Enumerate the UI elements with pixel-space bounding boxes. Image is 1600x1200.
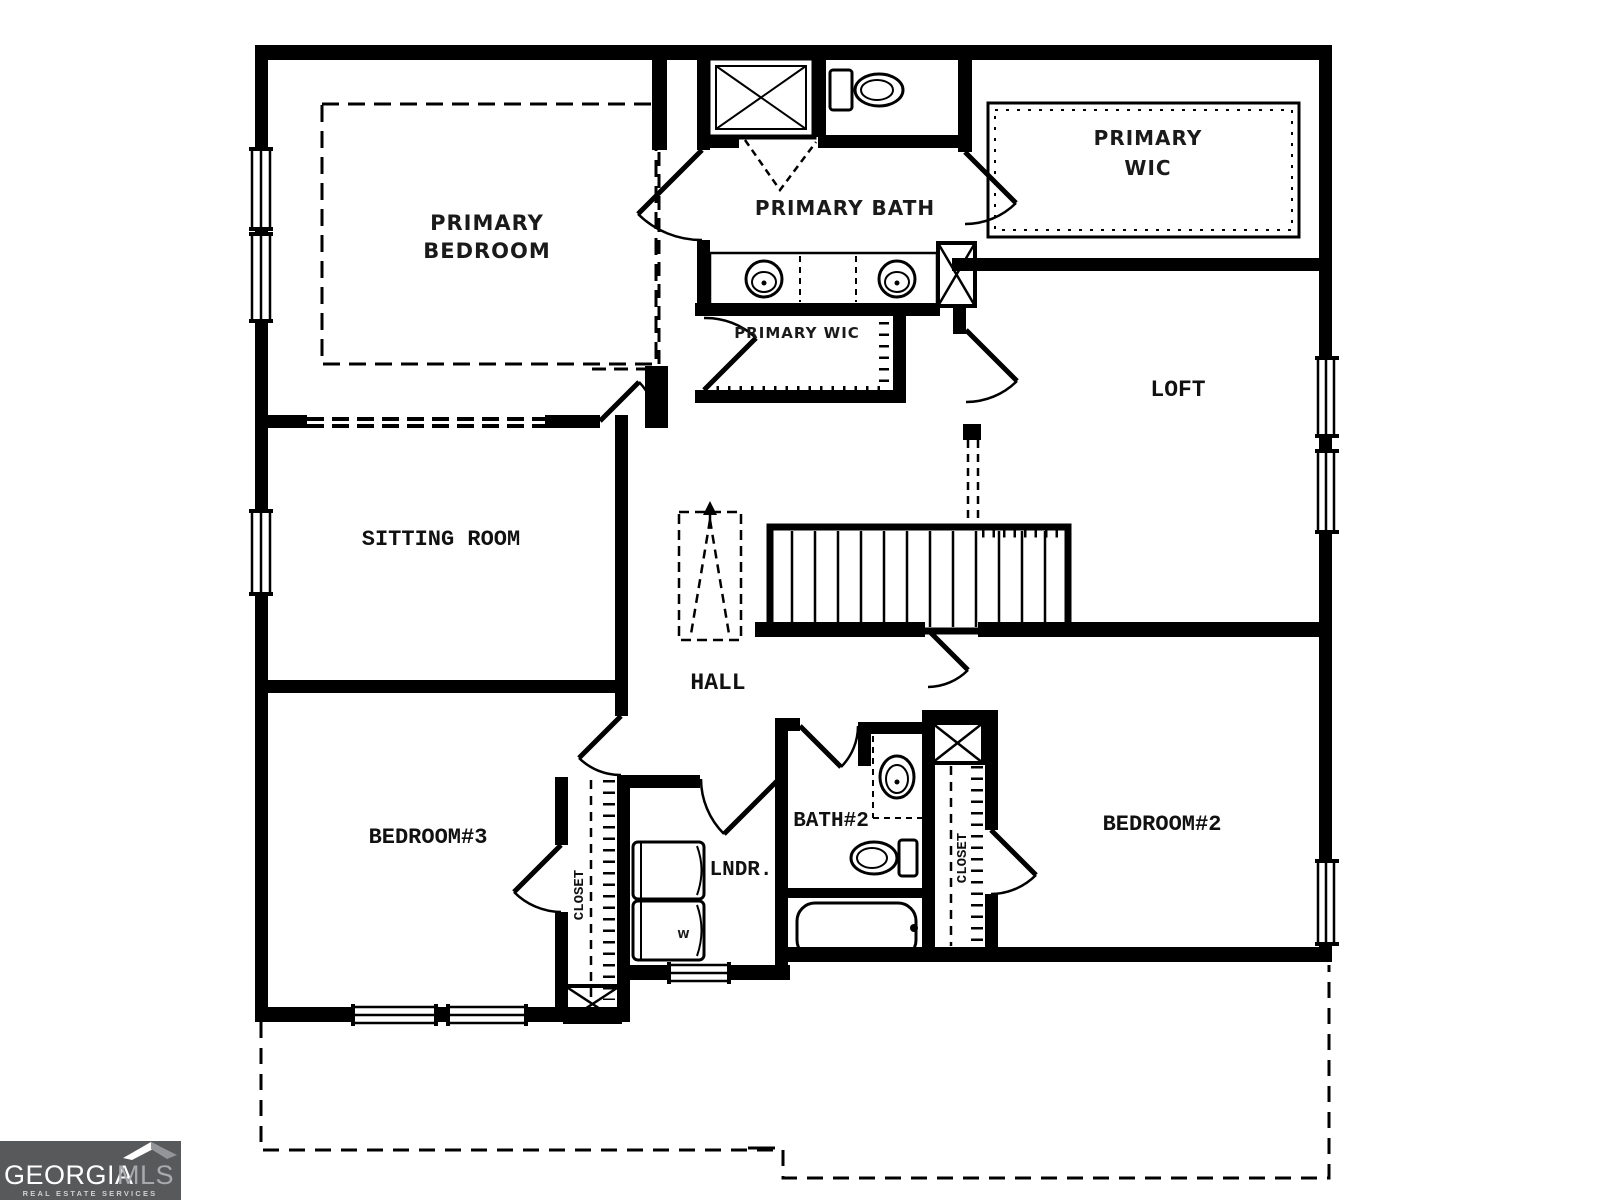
door-closet-bedroom3 (514, 845, 561, 912)
label-hall: HALL (690, 670, 746, 696)
label-bath2: BATH#2 (793, 810, 869, 833)
label-laundry: LNDR. (709, 859, 773, 882)
label-primary-bedroom-2: BEDROOM (423, 239, 551, 263)
bedroom-opening-dashed (307, 152, 659, 426)
shower (708, 58, 814, 137)
attic-access (679, 501, 741, 640)
window (668, 962, 730, 984)
label-primary-bath: PRIMARY BATH (754, 196, 936, 220)
washer-label: W (677, 928, 691, 941)
label-bedroom2: BEDROOM#2 (1102, 812, 1222, 837)
stair-railing (963, 424, 981, 522)
staircase (770, 527, 1068, 631)
toilet-bath2 (851, 840, 917, 876)
door-bedroom3 (579, 716, 621, 775)
georgia-mls-logo (0, 1141, 181, 1200)
window (1315, 357, 1339, 437)
door-shower-dashed (745, 140, 816, 190)
label-closet-bedroom2: CLOSET (955, 832, 971, 884)
window (447, 1004, 527, 1026)
window (249, 148, 273, 230)
logo-brand-primary: GEORGIA (4, 1160, 134, 1190)
window (352, 1004, 437, 1026)
label-primary-wic-large-2: WIC (1124, 156, 1172, 180)
washer-dryer (633, 842, 704, 960)
vanity-double-sink (710, 253, 937, 305)
door-closet-bedroom2 (991, 830, 1036, 894)
roof-outline-dashed (261, 965, 1329, 1178)
door-primary-wic (965, 152, 1016, 224)
linen-closet (938, 243, 975, 306)
window (1315, 450, 1339, 533)
label-primary-wic-small: PRIMARY WIC (734, 324, 860, 342)
window (249, 233, 273, 322)
door-loft (966, 330, 1017, 402)
bath2-sink (873, 736, 922, 818)
door-bath2 (800, 726, 858, 767)
label-closet-bedroom3: CLOSET (572, 869, 588, 921)
window (1315, 860, 1339, 945)
door-primary-bath (638, 150, 702, 240)
logo-brand-secondary: MLS (117, 1160, 175, 1190)
door-laundry (701, 779, 779, 834)
label-loft: LOFT (1150, 377, 1206, 403)
door-bedroom2 (928, 630, 968, 687)
toilet-primary (830, 70, 903, 110)
label-primary-wic-large-1: PRIMARY (1093, 126, 1203, 150)
label-sitting-room: SITTING ROOM (361, 527, 521, 552)
closet-shelving (591, 103, 1299, 1002)
window (249, 510, 273, 595)
label-bedroom3: BEDROOM#3 (368, 825, 488, 850)
room-labels (362, 126, 1222, 920)
logo-tagline: REAL ESTATE SERVICES (22, 1189, 158, 1198)
label-primary-bedroom-1: PRIMARY (430, 211, 544, 235)
linen-closet (932, 723, 983, 763)
